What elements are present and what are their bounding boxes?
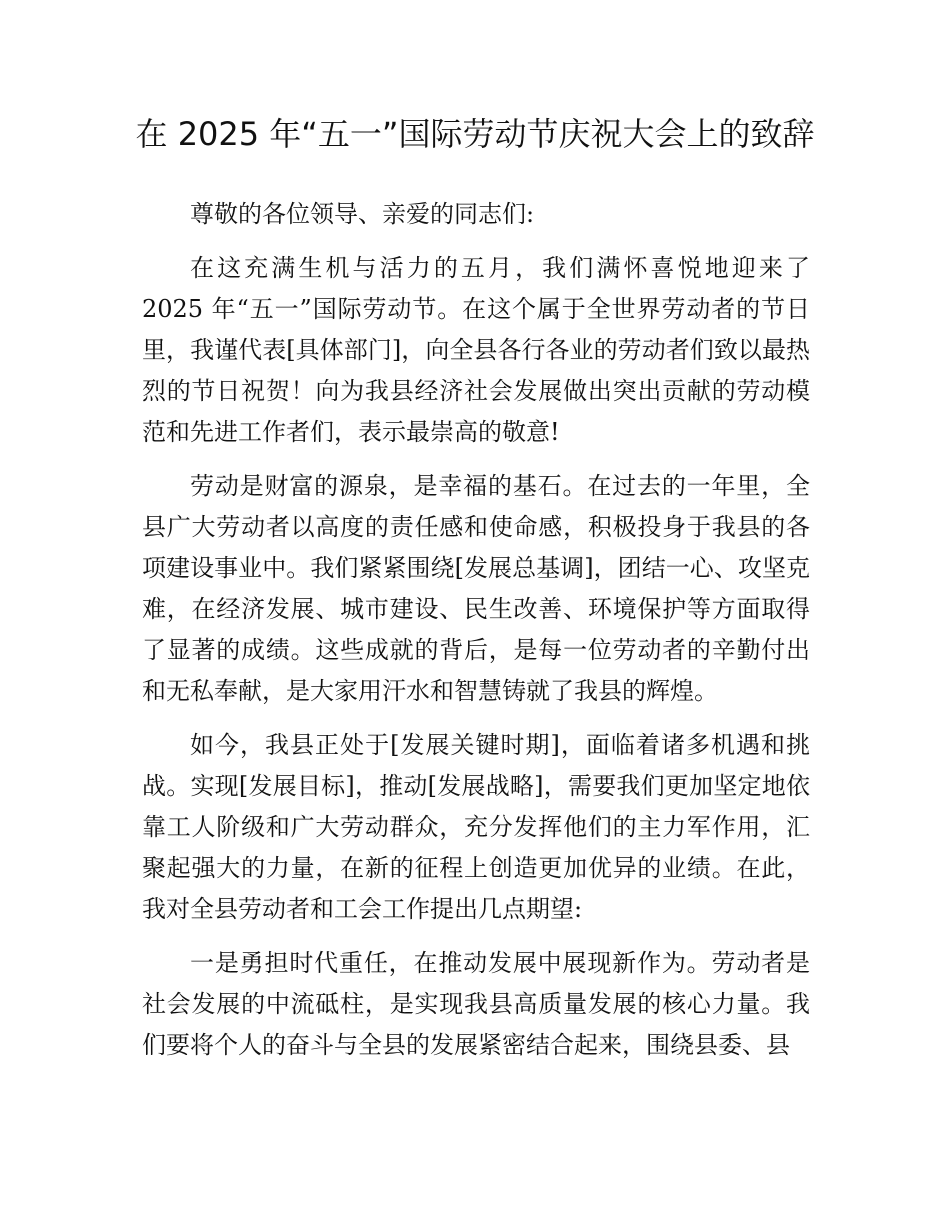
paragraph-4: 一是勇担时代重任，在推动发展中展现新作为。劳动者是社会发展的中流砥柱，是实现我县高质量发展的核心力量。我们要将个人的奋斗与全县的发展紧密结合起来，围绕县委、县 [142,949,810,1059]
paragraph-1: 在这充满生机与活力的五月，我们满怀喜悦地迎来了 2025 年“五一”国际劳动节。在这个属于全世界劳动者的节日里，我谨代表[具体部门]，向全县各行各业的劳动者们致以最热烈的节日祝贺！向为我县经济社会发展做出突出贡献的劳动模范和先进工作者们，表示最崇高的敬意! [142,254,810,446]
paragraph-2: 劳动是财富的源泉，是幸福的基石。在过去的一年里，全县广大劳动者以高度的责任感和使命感，积极投身于我县的各项建设事业中。我们紧紧围绕[发展总基调]，团结一心、攻坚克难，在经济发展、城市建设、民生改善、环境保护等方面取得了显著的成绩。这些成就的背后，是每一位劳动者的辛勤付出和无私奉献，是大家用汗水和智慧铸就了我县的辉煌。 [142,472,810,705]
paragraph-3: 如今，我县正处于[发展关键时期]，面临着诸多机遇和挑战。实现[发展目标]，推动[发展战略]，需要我们更加坚定地依靠工人阶级和广大劳动群众，充分发挥他们的主力军作用，汇聚起强大的力量，在新的征程上创造更加优异的业绩。在此，我对全县劳动者和工会工作提出几点期望: [142,731,810,923]
salutation: 尊敬的各位领导、亲爱的同志们: [190,200,535,228]
document-body [142,194,810,1079]
document-title: 在 2025 年“五一”国际劳动节庆祝大会上的致辞 [135,115,815,153]
